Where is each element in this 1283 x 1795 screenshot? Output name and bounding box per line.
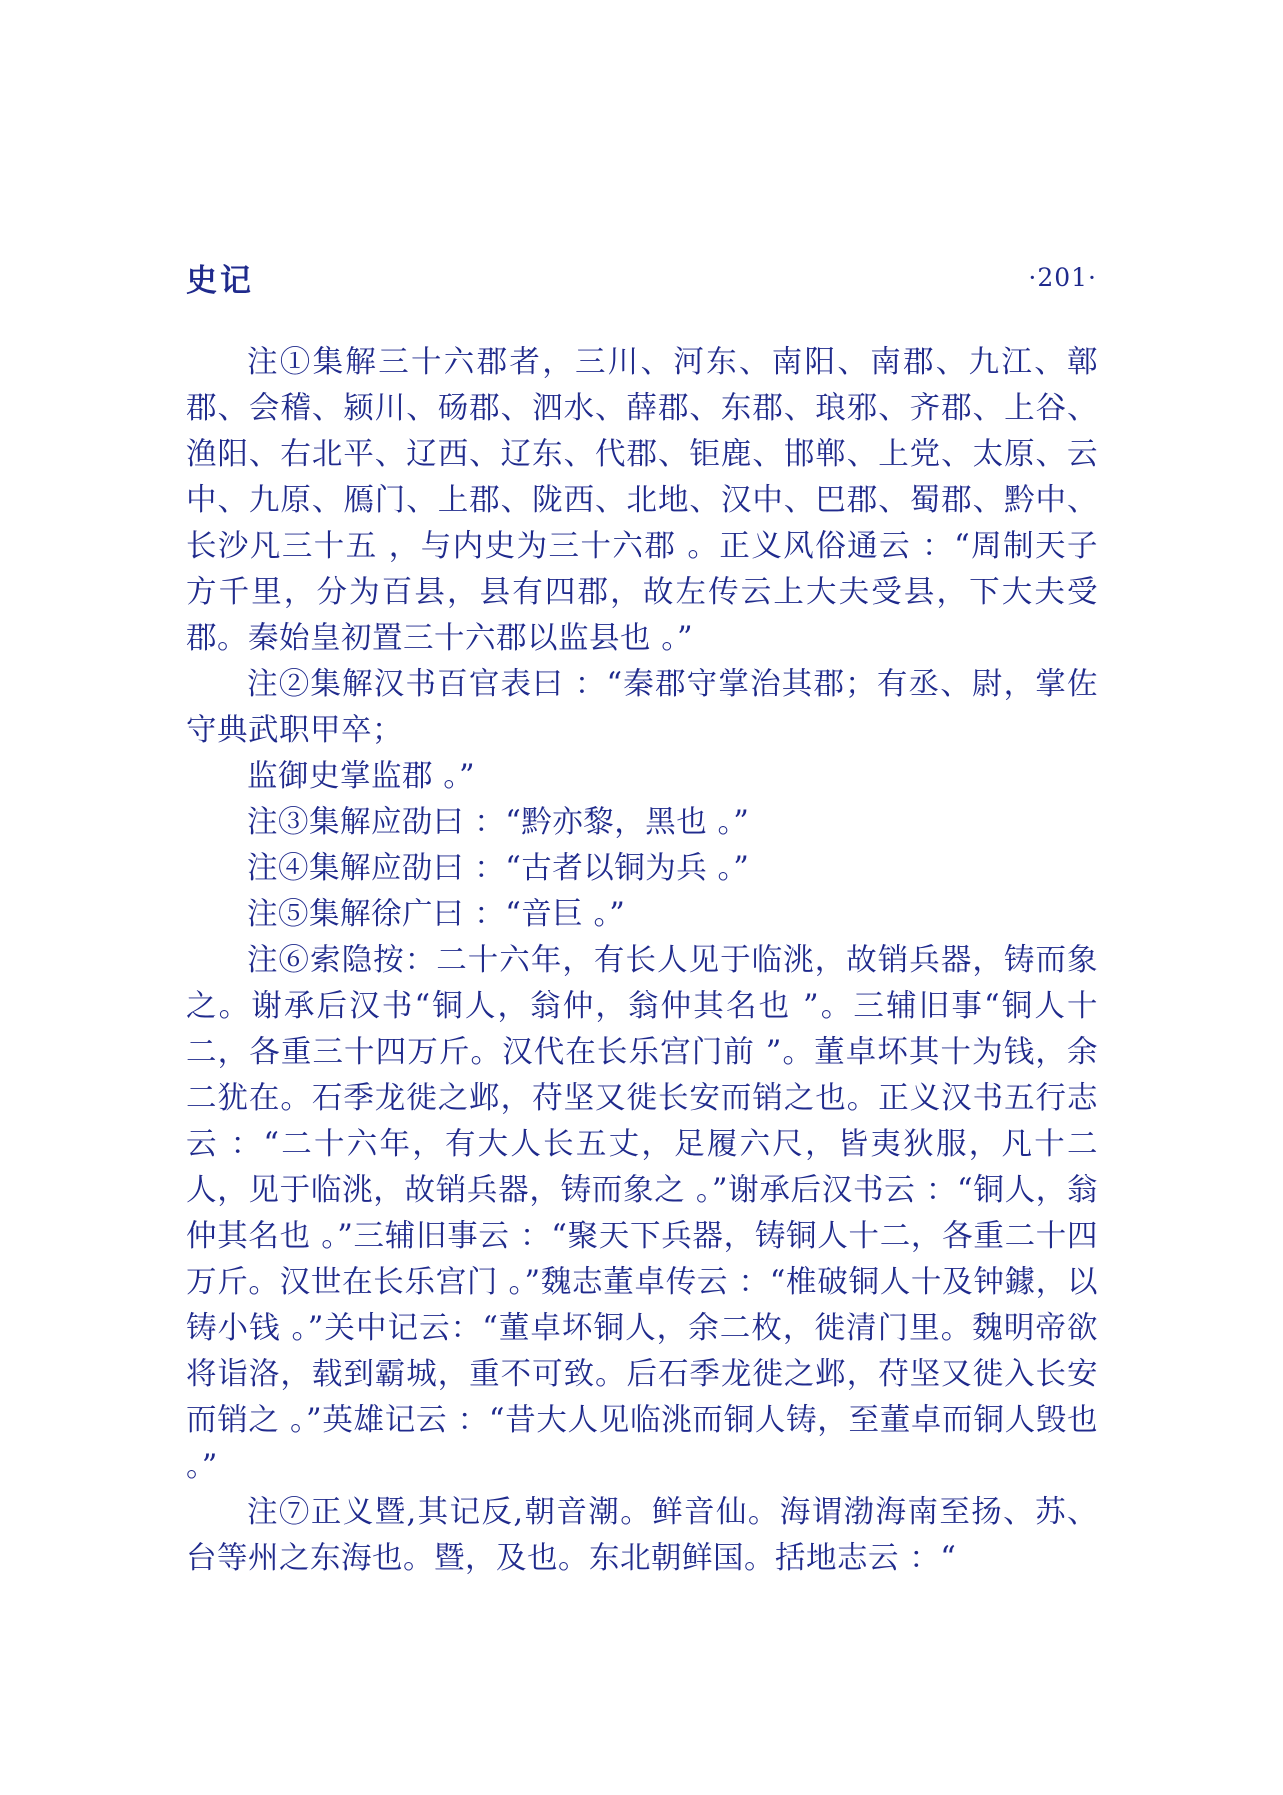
- paragraph-note-5: 注⑤集解徐广曰 ：“音巨 。”: [247, 897, 626, 932]
- paragraph-note-1: 注①集解三十六郡者，三川、河东、南阳、南郡、九江、鄣郡、会稽、颍川、砀郡、泗水、薛郡、东郡、琅邪、齐郡、上谷、渔阳、右北平、辽西、辽东、代郡、钜鹿、邯郸、上党、太原、云中、九原、鴈门、上郡、陇西、北地、汉中、巴郡、蜀郡、黔中、长沙凡三十五 ，与内史为三十六郡 。正义风俗通云 ：“周制天子方千里，分为百县，县有四郡，故左传云上大夫受县，下大夫受郡。秦始皇初置三十六郡以监县也 。”: [186, 345, 1098, 656]
- book-title: 史记: [186, 263, 254, 299]
- page-number: ·201·: [1028, 263, 1097, 292]
- paragraph-note-7: 注⑦正义暨,其记反,朝音潮。鲜音仙。海谓渤海南至扬、苏、台等州之东海也。暨，及也。东北朝鲜国。括地志云 ：“: [186, 1495, 1098, 1576]
- paragraph-note-2: 注②集解汉书百官表曰 ：“秦郡守掌治其郡；有丞、尉，掌佐守典武职甲卒；: [186, 667, 1098, 748]
- paragraph-note-3: 注③集解应劭曰 ：“黔亦黎，黑也 。”: [247, 805, 750, 840]
- page-header: [186, 255, 1097, 299]
- paragraph-note-4: 注④集解应劭曰 ：“古者以铜为兵 。”: [247, 851, 750, 886]
- paragraph-note-2-continued: 监御史掌监郡 。”: [247, 759, 476, 794]
- paragraph-note-6: 注⑥索隐按：二十六年，有长人见于临洮，故销兵器，铸而象之。谢承后汉书“铜人，翁仲，翁仲其名也 ”。三辅旧事“铜人十二，各重三十四万斤。汉代在长乐宫门前 ”。董卓坏其十为钱，余二犹在。石季龙徙之邺，苻坚又徙长安而销之也。正义汉书五行志云 ：“二十六年，有大人长五丈，足履六尺，皆夷狄服，凡十二人，见于临洮，故销兵器，铸而象之 。”谢承后汉书云 ：“铜人，翁仲其名也 。”三辅旧事云 ：“聚天下兵器，铸铜人十二，各重二十四万斤。汉世在长乐宫门 。”魏志董卓传云 ：“椎破铜人十及钟鐻，以铸小钱 。”关中记云：“董卓坏铜人，余二枚，徙清门里。魏明帝欲将诣洛，载到霸城，重不可致。后石季龙徙之邺，苻坚又徙入长安而销之 。”英雄记云 ：“昔大人见临洮而铜人铸，至董卓而铜人毁也 。”: [186, 943, 1109, 1484]
- page-body: [186, 340, 1109, 1582]
